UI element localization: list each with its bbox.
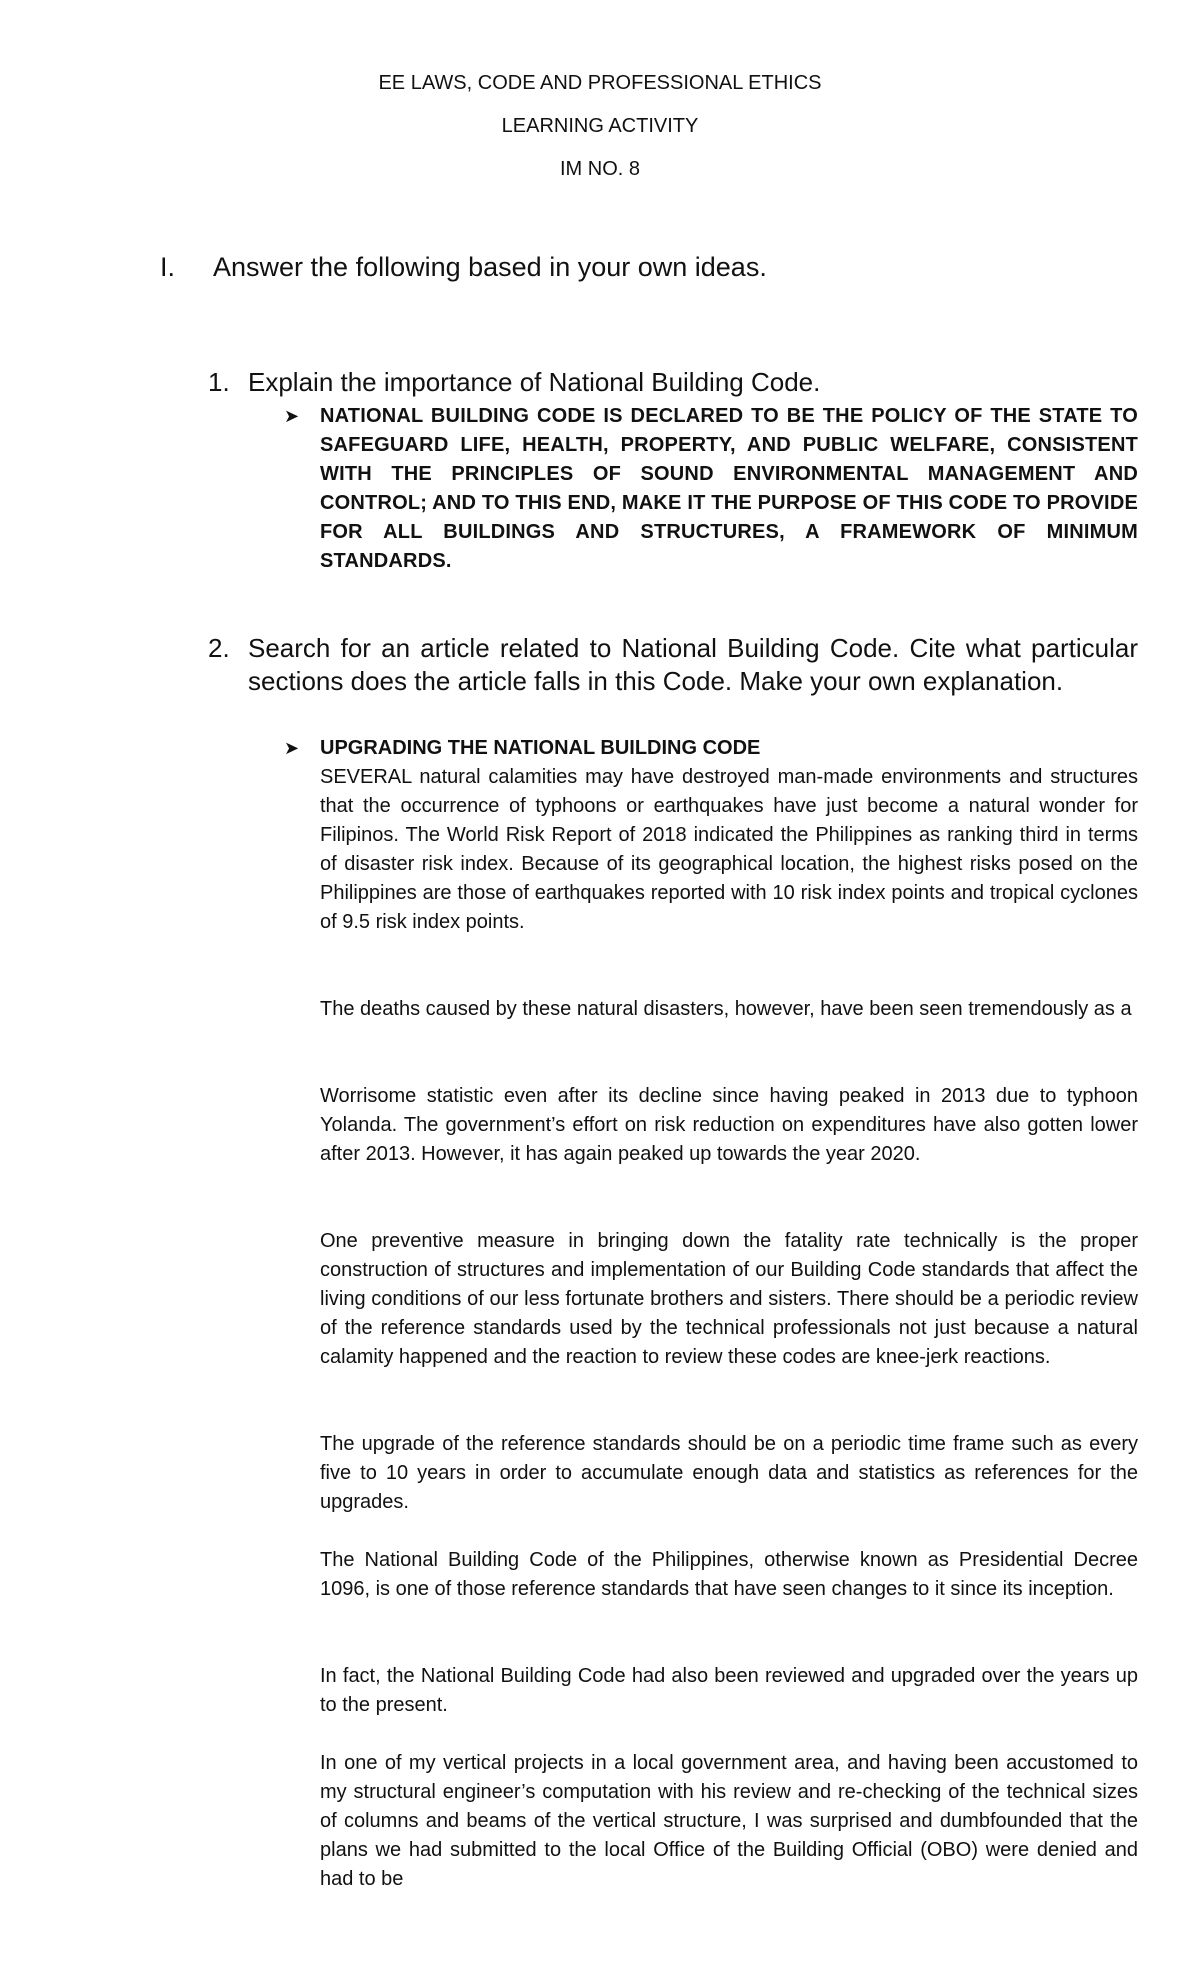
article-paragraph: In fact, the National Building Code had also been reviewed and upgraded over the years up to the present. — [320, 1665, 1138, 1716]
article-paragraph: SEVERAL natural calamities may have destroyed man-made environments and structures that the occurrence of typhoons or earthquakes have just become a natural wonder for Filipinos. The World Risk Report of 2018 indicated the Philippines as ranking third in terms of disaster risk index. Because of its geographical location, the highest risks posed on the Philippines are those of earthquakes reported with 10 risk index points and tropical cyclones of 9.5 risk index points. — [320, 766, 1138, 933]
course-title: EE LAWS, CODE AND PROFESSIONAL ETHICS — [378, 72, 822, 94]
article-paragraph: The National Building Code of the Philippines, otherwise known as Presidential Decree 1096, is one of those reference standards that have seen changes to it since its inception. — [320, 1549, 1138, 1600]
answer-text: NATIONAL BUILDING CODE IS DECLARED TO BE THE POLICY OF THE STATE TO SAFEGUARD LIFE, HEALTH, PROPERTY, AND PUBLIC WELFARE, CONSISTENT WITH THE PRINCIPLES OF SOUND ENVIRONMENTAL MANAGEMENT AND CONTROL; AND TO THIS END, MAKE IT THE PURPOSE OF THIS CODE TO PROVIDE FOR ALL BUILDINGS AND STRUCTURES, A FRAMEWORK OF MINIMUM STANDARDS. — [320, 405, 1138, 572]
document-header — [0, 62, 1200, 191]
article-paragraph: The deaths caused by these natural disasters, however, have been seen tremendously as a — [320, 998, 1132, 1020]
answer-1 — [284, 402, 1138, 576]
section-instruction: Answer the following based in your own ideas. — [213, 252, 767, 282]
question-number: 1. — [208, 367, 230, 397]
question-text: Search for an article related to National Building Code. Cite what particular sections does the article falls in this Code. Make your own explanation. — [248, 633, 1138, 696]
article-title: UPGRADING THE NATIONAL BUILDING CODE — [320, 737, 761, 759]
question-2 — [208, 632, 1138, 698]
arrow-bullet-icon: ➤ — [284, 738, 300, 758]
im-number: IM NO. 8 — [559, 158, 640, 180]
article-paragraph: One preventive measure in bringing down the fatality rate technically is the proper construction of structures and implementation of our Building Code standards that affect the living conditions of our less fortunate brothers and sisters. There should be a periodic review of the reference standards used by the technical professionals not just because a natural calamity happened and the reaction to review these codes are knee-jerk reactions. — [320, 1230, 1138, 1368]
section-numeral: I. — [160, 252, 176, 282]
article-heading — [284, 734, 1138, 763]
section-heading — [160, 252, 1120, 283]
arrow-bullet-icon: ➤ — [284, 406, 300, 426]
question-1 — [208, 366, 1138, 399]
question-text: Explain the importance of National Building Code. — [248, 367, 821, 397]
article-paragraph: Worrisome statistic even after its decline since having peaked in 2013 due to typhoon Yolanda. The government’s effort on risk reduction on expenditures have also gotten lower after 2013. However, it has again peaked up towards the year 2020. — [320, 1085, 1138, 1165]
question-number: 2. — [208, 633, 230, 663]
article-paragraph: The upgrade of the reference standards should be on a periodic time frame such as every five to 10 years in order to accumulate enough data and statistics as references for the upgrades. — [320, 1433, 1138, 1513]
activity-title: LEARNING ACTIVITY — [501, 115, 699, 137]
article-paragraph: In one of my vertical projects in a local government area, and having been accustomed to my structural engineer’s computation with his review and re-checking of the technical sizes of columns and beams of the vertical structure, I was surprised and dumbfounded that the plans we had submitted to the local Office of the Building Official (OBO) were denied and had to be — [320, 1752, 1138, 1890]
